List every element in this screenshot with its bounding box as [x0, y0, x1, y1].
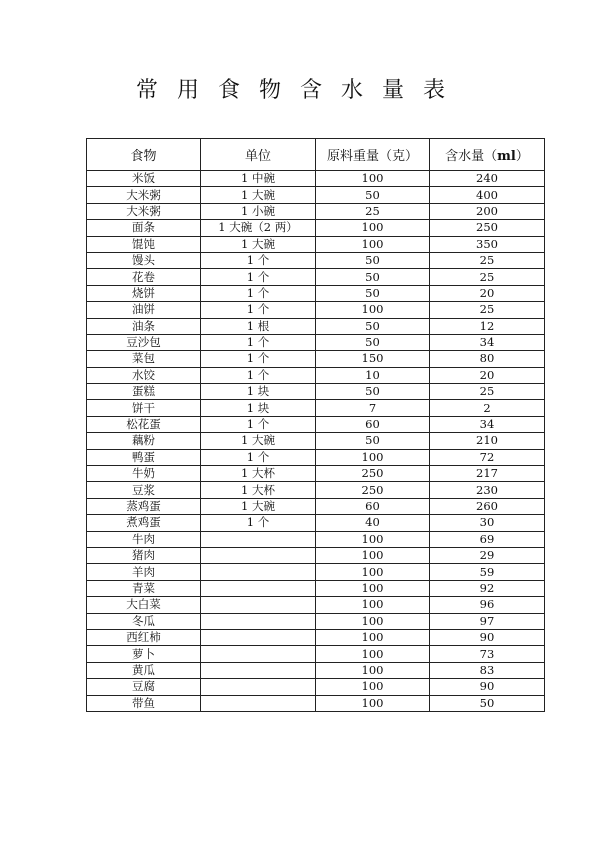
- table-row: [87, 220, 545, 236]
- cell-water: 90: [430, 679, 545, 695]
- header-water-suffix: ）: [515, 149, 529, 164]
- table-row: [87, 203, 545, 219]
- cell-unit: [201, 646, 316, 662]
- cell-water: 210: [430, 433, 545, 449]
- cell-water: 25: [430, 252, 545, 268]
- header-water: [430, 139, 545, 171]
- cell-unit: 1 块: [201, 400, 316, 416]
- cell-weight: 100: [316, 302, 430, 318]
- cell-water: 260: [430, 498, 545, 514]
- table-row: [87, 187, 545, 203]
- cell-food: 水饺: [87, 367, 201, 383]
- cell-water: 34: [430, 334, 545, 350]
- table-row: [87, 302, 545, 318]
- cell-weight: 25: [316, 203, 430, 219]
- table-row: [87, 482, 545, 498]
- cell-food: 馄饨: [87, 236, 201, 252]
- header-food: 食物: [87, 139, 201, 171]
- cell-food: 猪肉: [87, 547, 201, 563]
- table-header-row: [87, 139, 545, 171]
- cell-unit: [201, 547, 316, 563]
- page-title: 常用食物含水量表: [135, 78, 464, 103]
- cell-unit: 1 个: [201, 285, 316, 301]
- cell-weight: 50: [316, 187, 430, 203]
- cell-weight: 50: [316, 318, 430, 334]
- cell-unit: 1 个: [201, 449, 316, 465]
- cell-food: 油饼: [87, 302, 201, 318]
- cell-weight: 100: [316, 646, 430, 662]
- table-row: [87, 564, 545, 580]
- cell-water: 20: [430, 367, 545, 383]
- cell-food: 藕粉: [87, 433, 201, 449]
- cell-weight: 100: [316, 679, 430, 695]
- table-row: [87, 334, 545, 350]
- cell-weight: 40: [316, 515, 430, 531]
- cell-food: 煮鸡蛋: [87, 515, 201, 531]
- cell-food: 蒸鸡蛋: [87, 498, 201, 514]
- cell-food: 萝卜: [87, 646, 201, 662]
- table-row: [87, 285, 545, 301]
- cell-water: 90: [430, 629, 545, 645]
- cell-food: 面条: [87, 220, 201, 236]
- cell-water: 250: [430, 220, 545, 236]
- cell-unit: [201, 531, 316, 547]
- cell-weight: 100: [316, 547, 430, 563]
- cell-water: 92: [430, 580, 545, 596]
- cell-food: 豆腐: [87, 679, 201, 695]
- table-row: [87, 613, 545, 629]
- cell-unit: [201, 629, 316, 645]
- cell-food: 花卷: [87, 269, 201, 285]
- cell-water: 2: [430, 400, 545, 416]
- cell-weight: 100: [316, 613, 430, 629]
- cell-weight: 50: [316, 285, 430, 301]
- cell-unit: 1 大碗: [201, 187, 316, 203]
- table-row: [87, 547, 545, 563]
- cell-water: 25: [430, 302, 545, 318]
- cell-unit: 1 大杯: [201, 466, 316, 482]
- cell-food: 冬瓜: [87, 613, 201, 629]
- cell-water: 73: [430, 646, 545, 662]
- cell-unit: [201, 695, 316, 711]
- cell-weight: 100: [316, 695, 430, 711]
- water-content-table: [86, 138, 545, 712]
- cell-water: 96: [430, 597, 545, 613]
- cell-unit: 1 个: [201, 302, 316, 318]
- cell-food: 米饭: [87, 171, 201, 187]
- cell-food: 大白菜: [87, 597, 201, 613]
- cell-water: 200: [430, 203, 545, 219]
- cell-food: 西红柿: [87, 629, 201, 645]
- cell-weight: 100: [316, 220, 430, 236]
- cell-water: 240: [430, 171, 545, 187]
- cell-unit: 1 小碗: [201, 203, 316, 219]
- table-row: [87, 449, 545, 465]
- cell-unit: 1 大碗: [201, 498, 316, 514]
- cell-food: 牛奶: [87, 466, 201, 482]
- cell-weight: 50: [316, 334, 430, 350]
- cell-unit: 1 个: [201, 367, 316, 383]
- cell-water: 80: [430, 351, 545, 367]
- table-row: [87, 597, 545, 613]
- cell-food: 烧饼: [87, 285, 201, 301]
- cell-weight: 100: [316, 564, 430, 580]
- cell-weight: 60: [316, 416, 430, 432]
- cell-water: 29: [430, 547, 545, 563]
- header-water-prefix: 含水量（: [445, 149, 498, 164]
- cell-weight: 60: [316, 498, 430, 514]
- cell-food: 馒头: [87, 252, 201, 268]
- cell-food: 蛋糕: [87, 384, 201, 400]
- table-row: [87, 269, 545, 285]
- cell-water: 59: [430, 564, 545, 580]
- cell-unit: 1 大碗: [201, 433, 316, 449]
- table-row: [87, 515, 545, 531]
- table-row: [87, 629, 545, 645]
- cell-unit: [201, 597, 316, 613]
- cell-weight: 50: [316, 433, 430, 449]
- cell-weight: 150: [316, 351, 430, 367]
- cell-food: 带鱼: [87, 695, 201, 711]
- cell-unit: [201, 580, 316, 596]
- cell-unit: 1 个: [201, 416, 316, 432]
- cell-water: 230: [430, 482, 545, 498]
- table-row: [87, 236, 545, 252]
- cell-weight: 100: [316, 580, 430, 596]
- cell-weight: 50: [316, 384, 430, 400]
- table-row: [87, 531, 545, 547]
- cell-weight: 100: [316, 662, 430, 678]
- cell-water: 83: [430, 662, 545, 678]
- cell-weight: 100: [316, 236, 430, 252]
- cell-food: 牛肉: [87, 531, 201, 547]
- header-unit: 单位: [201, 139, 316, 171]
- cell-water: 50: [430, 695, 545, 711]
- cell-food: 青菜: [87, 580, 201, 596]
- table-row: [87, 695, 545, 711]
- table-row: [87, 433, 545, 449]
- cell-weight: 100: [316, 597, 430, 613]
- cell-water: 400: [430, 187, 545, 203]
- cell-unit: 1 个: [201, 334, 316, 350]
- cell-weight: 100: [316, 449, 430, 465]
- cell-weight: 250: [316, 466, 430, 482]
- cell-water: 350: [430, 236, 545, 252]
- cell-food: 豆沙包: [87, 334, 201, 350]
- cell-unit: 1 块: [201, 384, 316, 400]
- cell-water: 25: [430, 384, 545, 400]
- cell-unit: 1 个: [201, 351, 316, 367]
- cell-water: 12: [430, 318, 545, 334]
- table-row: [87, 384, 545, 400]
- cell-weight: 50: [316, 269, 430, 285]
- cell-unit: 1 个: [201, 252, 316, 268]
- cell-water: 217: [430, 466, 545, 482]
- table-row: [87, 580, 545, 596]
- cell-weight: 100: [316, 531, 430, 547]
- cell-food: 菜包: [87, 351, 201, 367]
- cell-weight: 250: [316, 482, 430, 498]
- table-row: [87, 662, 545, 678]
- cell-unit: 1 中碗: [201, 171, 316, 187]
- cell-food: 大米粥: [87, 203, 201, 219]
- table-row: [87, 171, 545, 187]
- cell-unit: 1 大碗（2 两）: [201, 220, 316, 236]
- cell-unit: [201, 662, 316, 678]
- table-row: [87, 646, 545, 662]
- cell-water: 30: [430, 515, 545, 531]
- cell-weight: 7: [316, 400, 430, 416]
- cell-water: 20: [430, 285, 545, 301]
- cell-unit: 1 大杯: [201, 482, 316, 498]
- cell-unit: [201, 613, 316, 629]
- table-row: [87, 416, 545, 432]
- cell-food: 豆浆: [87, 482, 201, 498]
- cell-water: 25: [430, 269, 545, 285]
- cell-weight: 10: [316, 367, 430, 383]
- cell-weight: 100: [316, 171, 430, 187]
- cell-unit: [201, 564, 316, 580]
- cell-food: 黄瓜: [87, 662, 201, 678]
- table-row: [87, 466, 545, 482]
- cell-unit: 1 个: [201, 515, 316, 531]
- cell-food: 鸭蛋: [87, 449, 201, 465]
- table-body: [87, 171, 545, 712]
- cell-unit: 1 大碗: [201, 236, 316, 252]
- cell-food: 油条: [87, 318, 201, 334]
- table-row: [87, 318, 545, 334]
- cell-food: 饼干: [87, 400, 201, 416]
- cell-food: 羊肉: [87, 564, 201, 580]
- cell-water: 97: [430, 613, 545, 629]
- header-water-unit: ml: [497, 149, 516, 164]
- cell-weight: 50: [316, 252, 430, 268]
- table-row: [87, 679, 545, 695]
- cell-unit: 1 根: [201, 318, 316, 334]
- table-row: [87, 400, 545, 416]
- cell-unit: [201, 679, 316, 695]
- cell-unit: 1 个: [201, 269, 316, 285]
- cell-water: 72: [430, 449, 545, 465]
- cell-food: 松花蛋: [87, 416, 201, 432]
- table-row: [87, 252, 545, 268]
- table-row: [87, 351, 545, 367]
- cell-water: 34: [430, 416, 545, 432]
- header-weight: 原料重量（克）: [316, 139, 430, 171]
- table-row: [87, 498, 545, 514]
- cell-weight: 100: [316, 629, 430, 645]
- cell-water: 69: [430, 531, 545, 547]
- cell-food: 大米粥: [87, 187, 201, 203]
- table-row: [87, 367, 545, 383]
